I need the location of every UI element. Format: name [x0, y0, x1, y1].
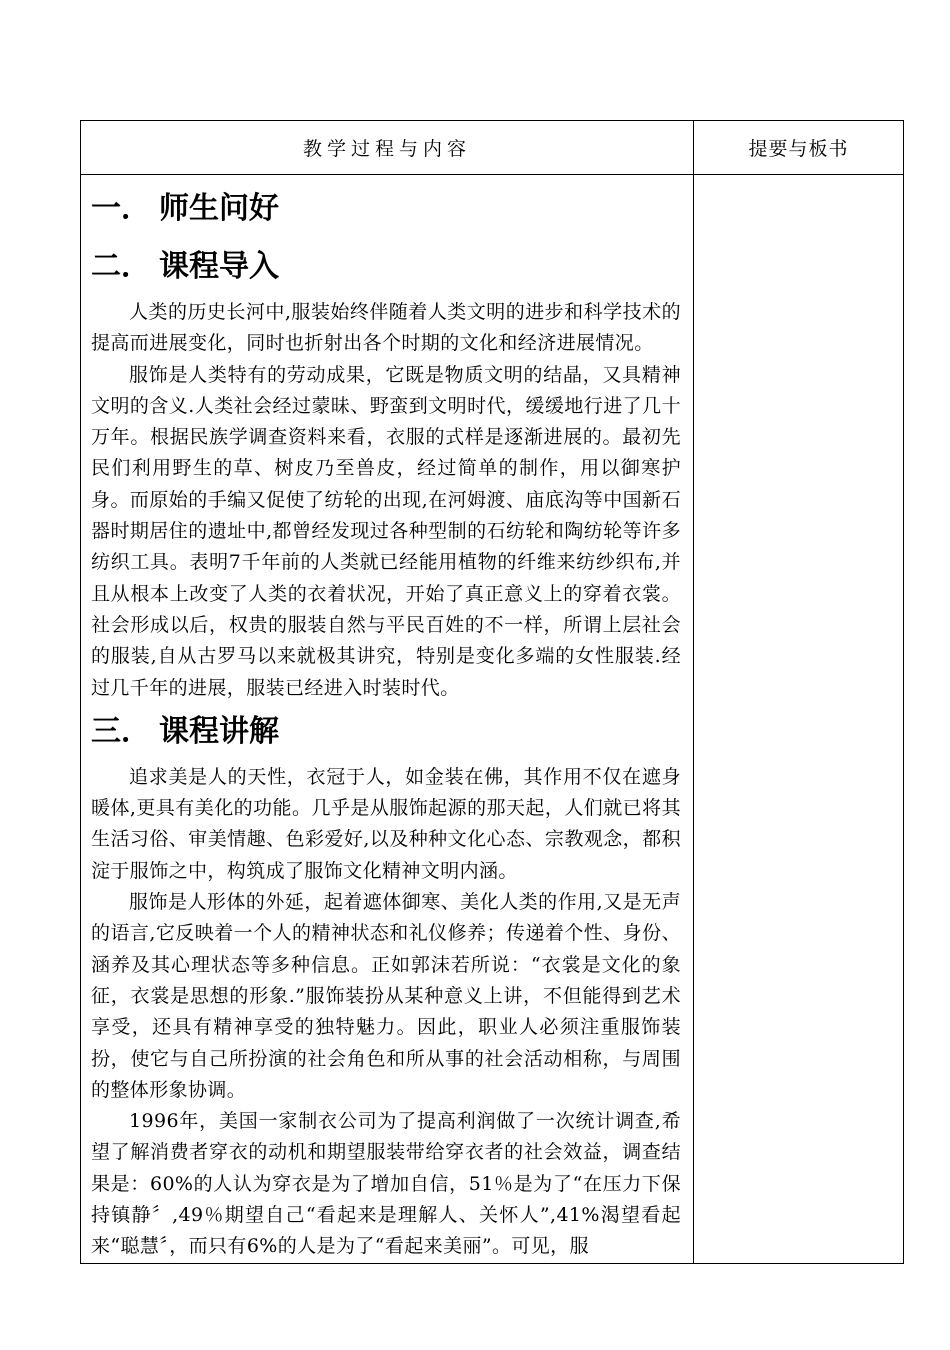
- lesson-plan-table: [80, 120, 904, 1264]
- paragraph: 1996年，美国一家制衣公司为了提高利润做了一次统计调查,希望了解消费者穿衣的动机和期望服装带给穿衣者的社会效益，调查结果是：60%的人认为穿衣是为了增加自信，51％是为了“在压力下保持镇静〞,49％期望自己“看起来是理解人、关怀人”,41%渴望看起来“聪慧〞，而只有6%的人是为了“看起来美丽”。可见，服: [91, 1110, 681, 1258]
- teaching-content-cell: [81, 175, 694, 1264]
- section-title: 课程导入: [159, 249, 279, 284]
- section-number: 二．: [91, 249, 151, 284]
- table-body-row: [81, 175, 904, 1264]
- section-heading-greeting: [91, 181, 681, 239]
- notes-board-cell: [694, 175, 904, 1264]
- paragraph: 服饰是人形体的外延，起着遮体御寒、美化人类的作用,又是无声的语言,它反映着一个人的精神状态和礼仪修养；传递着个性、身份、涵养及其心理状态等多种信息。正如郭沫若所说：“衣裳是文化的象征，衣裳是思想的形象.”服饰装扮从某种意义上讲，不但能得到艺术享受，还具有精神享受的独特魅力。因此，职业人必须注重服饰装扮，使它与自己所扮演的社会角色和所从事的社会活动相称，与周围的整体形象协调。: [91, 891, 681, 1101]
- section-heading-lecture: [91, 704, 681, 762]
- header-teaching-content: 教学过程与内容: [81, 121, 694, 175]
- section-heading-intro: [91, 239, 681, 297]
- paragraph: 人类的历史长河中,服装始终伴随着人类文明的进步和科学技术的提高而进展变化，同时也折射出各个时期的文化和经济进展情况。: [91, 301, 681, 355]
- paragraph: 追求美是人的天性，衣冠于人，如金装在佛，其作用不仅在遮身暖体,更具有美化的功能。几乎是从服饰起源的那天起，人们就已将其生活习俗、审美情趣、色彩爱好,以及种种文化心态、宗教观念，都积淀于服饰之中，构筑成了服饰文化精神文明内涵。: [91, 765, 681, 882]
- section-number: 一．: [91, 191, 151, 226]
- section-title: 课程讲解: [159, 713, 279, 749]
- header-notes-board: 提要与板书: [694, 121, 904, 175]
- paragraph: 服饰是人类特有的劳动成果，它既是物质文明的结晶，又具精神文明的含义.人类社会经过蒙昧、野蛮到文明时代，缓缓地行进了几十万年。根据民族学调查资料来看，衣服的式样是逐渐进展的。最初先民们利用野生的草、树皮乃至兽皮，经过简单的制作，用以御寒护身。而原始的手编又促使了纺轮的出现,在河姆渡、庙底沟等中国新石器时期居住的遗址中,都曾经发现过各种型制的石纺轮和陶纺轮等许多纺织工具。表明7千年前的人类就已经能用植物的纤维来纺纱织布,并且从根本上改变了人类的衣着状况，开始了真正意义上的穿着衣裳。社会形成以后，权贵的服装自然与平民百姓的不一样，所谓上层社会的服装,自从古罗马以来就极其讲究，特别是变化多端的女性服装.经过几千年的进展，服装已经进入时装时代。: [91, 363, 681, 699]
- section-number: 三．: [91, 713, 151, 749]
- table-header-row: [81, 121, 904, 175]
- section-title: 师生问好: [159, 191, 279, 226]
